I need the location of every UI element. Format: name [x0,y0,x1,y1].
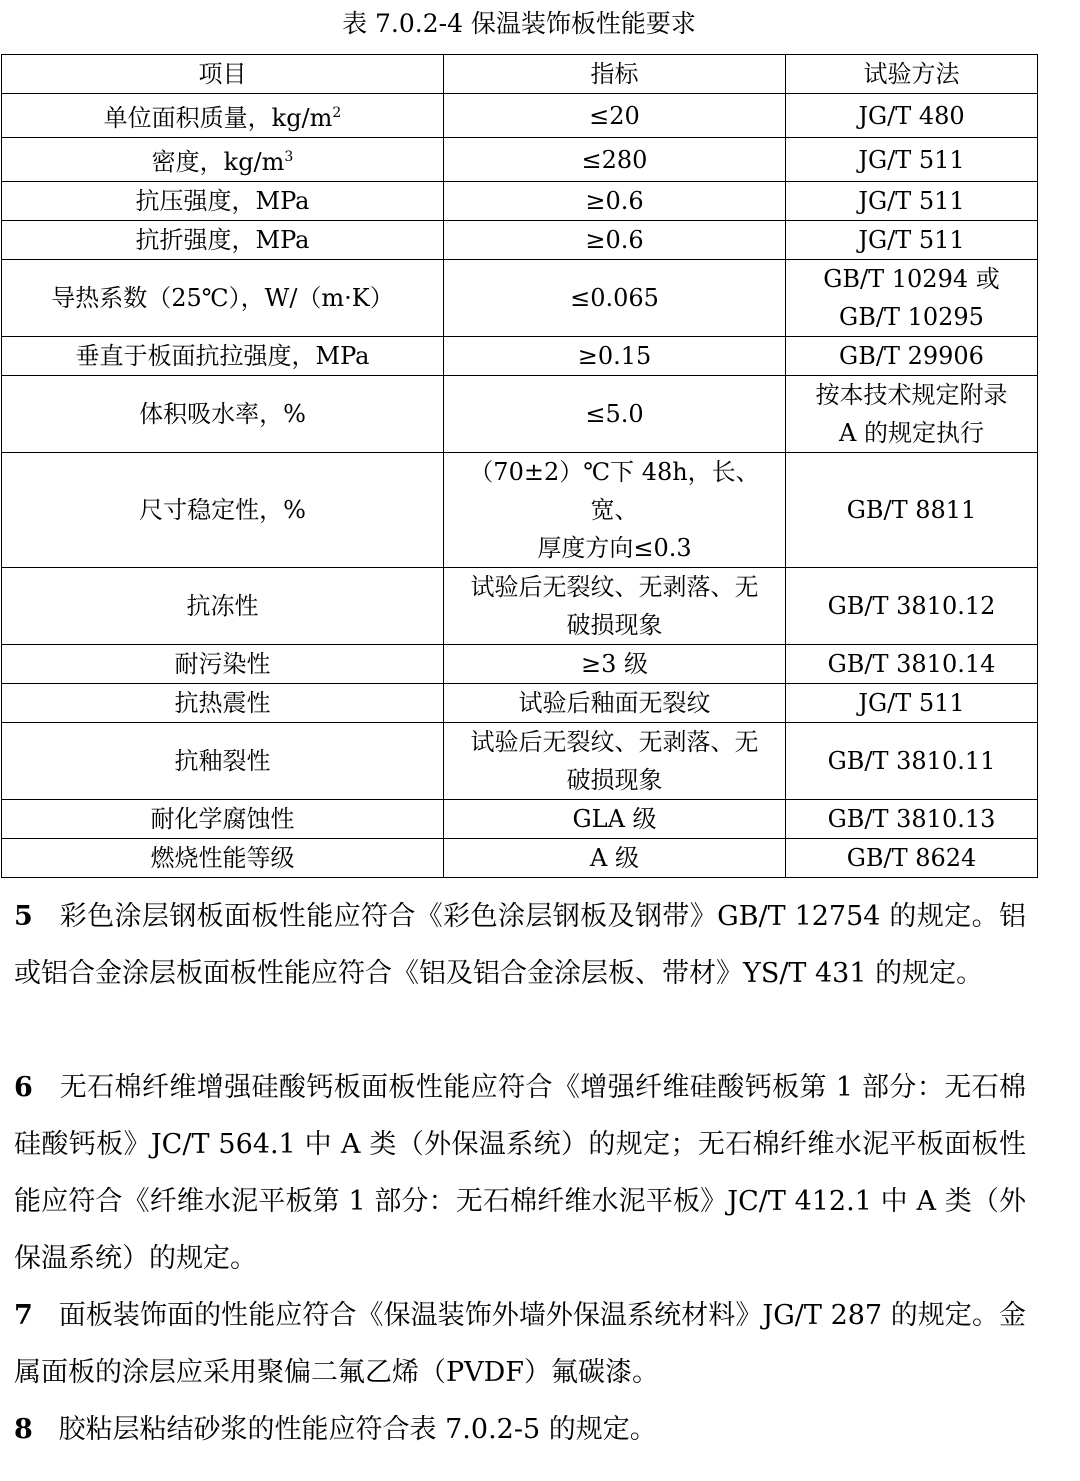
paragraph-7 [14,1287,1026,1401]
superscript: 2 [332,105,342,121]
paragraph-text: 彩色涂层钢板面板性能应符合《彩色涂层钢板及钢带》GB/T 12754 的规定。铝或铝合金涂层板面板性能应符合《铝及铝合金涂层板、带材》YS/T 431 的规定。 [14,901,1026,989]
row-index: ≥0.6 [444,182,786,221]
row-index: ≥3 级 [444,645,786,684]
row-method: GB/T 29906 [786,337,1038,376]
row-item: 体积吸水率，% [2,376,444,453]
row-method: JG/T 480 [786,94,1038,138]
row-item: 导热系数（25℃），W/（m·K） [2,260,444,337]
row-item: 抗压强度，MPa [2,182,444,221]
table-row [2,221,1038,260]
paragraph-6 [14,1059,1026,1287]
table-row [2,645,1038,684]
row-item: 抗热震性 [2,684,444,723]
paragraph-text: 无石棉纤维增强硅酸钙板面板性能应符合《增强纤维硅酸钙板第 1 部分：无石棉硅酸钙板》JC/T 564.1 中 A 类（外保温系统）的规定；无石棉纤维水泥平板面板性能应符合《纤维水泥平板第 1 部分：无石棉纤维水泥平板》JC/T 412.1 中 A 类（外保温系统）的规定。 [14,1072,1027,1274]
row-method: GB/T 3810.13 [786,800,1038,839]
table-row [2,453,1038,568]
row-item: 燃烧性能等级 [2,839,444,878]
table-row [2,138,1038,182]
table-row [2,839,1038,878]
row-index: ≤20 [444,94,786,138]
table-header-row [2,55,1038,94]
clause-number: 8 [14,1414,33,1445]
row-item: 密度，$kg/m^3$ [2,138,444,182]
row-item: 垂直于板面抗拉强度，MPa [2,337,444,376]
row-index: 试验后釉面无裂纹 [444,684,786,723]
row-item: 单位面积质量，$kg/m^2$ [2,94,444,138]
performance-table [1,54,1038,878]
clause-number: 7 [14,1300,33,1331]
row-index: ≤280 [444,138,786,182]
header-method: 试验方法 [786,55,1038,94]
paragraph-8 [14,1401,1026,1458]
table-row [2,182,1038,221]
row-item: 抗冻性 [2,568,444,645]
row-method: JG/T 511 [786,138,1038,182]
row-method: JG/T 511 [786,182,1038,221]
row-item: 抗折强度，MPa [2,221,444,260]
paragraph-text: 胶粘层粘结砂浆的性能应符合表 7.0.2-5 的规定。 [58,1414,657,1445]
row-index: （70±2）℃下 48h，长、宽、 厚度方向≤0.3 [444,453,786,568]
table-row [2,260,1038,337]
row-method: GB/T 10294 或 GB/T 10295 [786,260,1038,337]
paragraph-text: 面板装饰面的性能应符合《保温装饰外墙外保温系统材料》JG/T 287 的规定。金属面板的涂层应采用聚偏二氟乙烯（PVDF）氟碳漆。 [14,1300,1027,1388]
row-item: 尺寸稳定性，% [2,453,444,568]
row-method: JG/T 511 [786,221,1038,260]
table-row [2,568,1038,645]
row-index: ≥0.15 [444,337,786,376]
header-item: 项目 [2,55,444,94]
table-row [2,723,1038,800]
row-item: 抗釉裂性 [2,723,444,800]
row-item: 耐污染性 [2,645,444,684]
paragraph-5 [14,888,1026,1002]
table-row [2,684,1038,723]
row-method: JG/T 511 [786,684,1038,723]
clause-number: 6 [14,1072,33,1103]
row-index: ≤0.065 [444,260,786,337]
row-method: GB/T 8624 [786,839,1038,878]
clause-number: 5 [14,901,33,932]
row-method: GB/T 3810.14 [786,645,1038,684]
row-method: 按本技术规定附录 A 的规定执行 [786,376,1038,453]
row-item: 耐化学腐蚀性 [2,800,444,839]
table-row [2,376,1038,453]
row-index: GLA 级 [444,800,786,839]
table-row [2,94,1038,138]
row-index: 试验后无裂纹、无剥落、无 破损现象 [444,568,786,645]
row-method: GB/T 3810.12 [786,568,1038,645]
row-index: ≤5.0 [444,376,786,453]
row-index: ≥0.6 [444,221,786,260]
superscript: 3 [284,149,294,165]
row-method: GB/T 3810.11 [786,723,1038,800]
header-index: 指标 [444,55,786,94]
table-row [2,800,1038,839]
row-method: GB/T 8811 [786,453,1038,568]
row-index: A 级 [444,839,786,878]
table-caption: 表 7.0.2-4 保温装饰板性能要求 [342,9,696,38]
table-row [2,337,1038,376]
row-index: 试验后无裂纹、无剥落、无 破损现象 [444,723,786,800]
